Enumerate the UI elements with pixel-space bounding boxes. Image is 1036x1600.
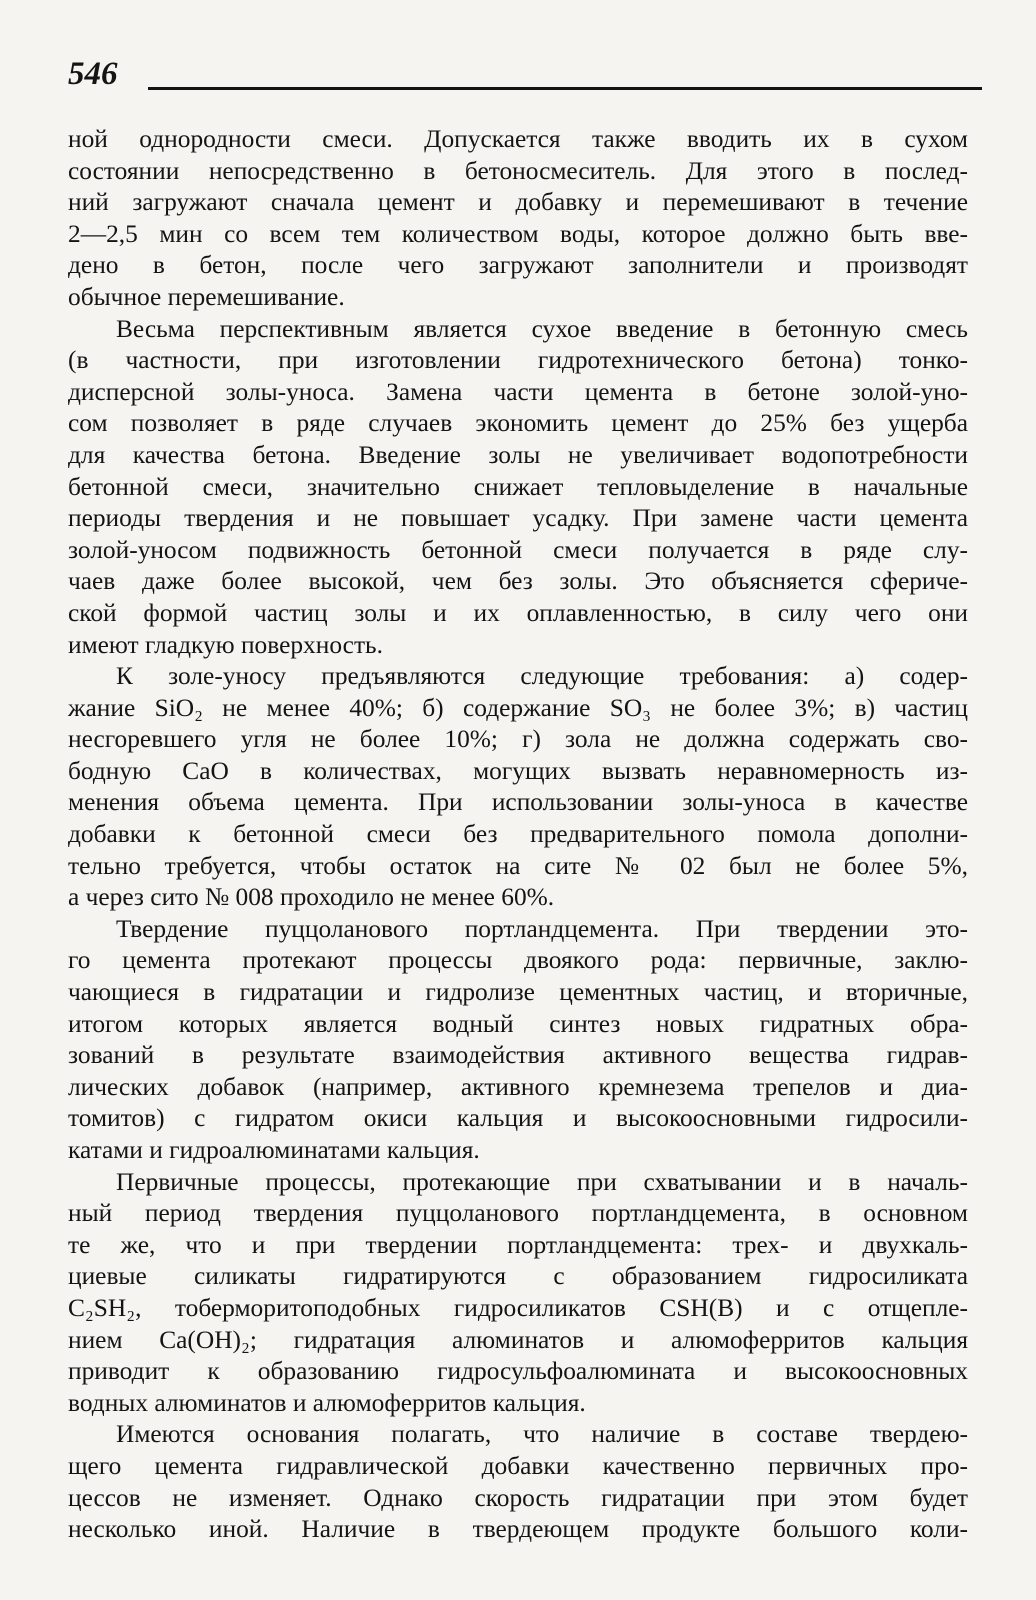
text-line: состоянии непосредственно в бетоносмеситель. Для этого в послед- [68, 156, 968, 185]
text-line: нием Ca(OH)₂; гидратация алюминатов и алюмоферритов кальция [68, 1325, 968, 1354]
text-line: дено в бетон, после чего загружают заполнители и производят [68, 251, 968, 280]
text-line: сом позволяет в ряде случаев экономить цемент до 25% без ущерба [68, 409, 968, 438]
paragraph-1 [68, 124, 968, 314]
text-line: 2—2,5 мин со всем тем количеством воды, которое должно быть вве- [68, 219, 968, 248]
paragraph-3 [68, 661, 968, 914]
text-line: томитов) с гидратом окиси кальция и высокоосновными гидросили- [68, 1104, 968, 1133]
text-line: щего цемента гидравлической добавки качественно первичных про- [68, 1451, 968, 1480]
text-line: ний загружают сначала цемент и добавку и перемешивают в течение [68, 188, 968, 217]
text-line: имеют гладкую поверхность. [68, 630, 383, 659]
text-line: циевые силикаты гидратируются с образованием гидросиликата [68, 1262, 968, 1291]
text-line: C₂SH₂, тоберморитоподобных гидросиликатов CSH(B) и с отщепле- [68, 1293, 968, 1322]
text-line: ный период твердения пуццоланового портландцемента, в основном [68, 1199, 968, 1228]
text-line: Первичные процессы, протекающие при схватывании и в началь- [116, 1167, 968, 1196]
text-line: для качества бетона. Введение золы не увеличивает водопотребности [68, 440, 968, 469]
text-line: бетонной смеси, значительно снижает тепловыделение в начальные [68, 472, 968, 501]
text-line: несколько иной. Наличие в твердеющем продукте большого коли- [68, 1515, 968, 1544]
paragraph-4 [68, 914, 968, 1167]
text-line: периоды твердения и не повышает усадку. При замене части цемента [68, 504, 968, 533]
page-header [68, 56, 982, 96]
text-line: (в частности, при изготовлении гидротехнического бетона) тонко- [68, 346, 968, 375]
paragraph-2 [68, 314, 968, 662]
text-line: те же, что и при твердении портландцемента: трех- и двухкаль- [68, 1230, 968, 1259]
text-line: катами и гидроалюминатами кальция. [68, 1136, 480, 1164]
text-line: менения объема цемента. При использовании золы-уноса в качестве [68, 788, 968, 817]
page-number: 546 [68, 56, 118, 92]
paragraph-5 [68, 1167, 968, 1420]
text-line: чаев даже более высокой, чем без золы. Это объясняется сфериче- [68, 567, 968, 596]
text-line: итогом которых является водный синтез новых гидратных обра- [68, 1009, 968, 1038]
text-line: водных алюминатов и алюмоферритов кальция. [68, 1388, 586, 1417]
text-line: несгоревшего угля не более 10%; г) зола не должна содержать сво- [68, 725, 968, 754]
header-rule [148, 87, 982, 90]
text-line: К золе-уносу предъявляются следующие требования: а) содер- [116, 662, 968, 691]
text-line: го цемента протекают процессы двоякого рода: первичные, заклю- [68, 946, 968, 975]
text-line: жание SiO₂ не менее 40%; б) содержание SO₃ не более 3%; в) частиц [68, 693, 968, 722]
text-line: приводит к образованию гидросульфоалюмината и высокоосновных [68, 1357, 968, 1386]
text-line: лических добавок (например, активного кремнезема трепелов и диа- [68, 1072, 968, 1101]
text-line: цессов не изменяет. Однако скорость гидратации при этом будет [68, 1483, 968, 1512]
text-line: золой-уносом подвижность бетонной смеси получается в ряде слу- [68, 535, 968, 564]
text-line: дисперсной золы-уноса. Замена части цемента в бетоне золой-уно- [68, 377, 968, 406]
text-line: обычное перемешивание. [68, 282, 345, 311]
text-line: ной однородности смеси. Допускается также вводить их в сухом [68, 125, 968, 153]
text-line: зований в результате взаимодействия активного вещества гидрав- [68, 1041, 968, 1070]
paragraph-6 [68, 1419, 968, 1545]
text-line: чающиеся в гидратации и гидролизе цементных частиц, и вторичные, [68, 978, 968, 1007]
text-line: бодную CaO в количествах, могущих вызвать неравномерность из- [68, 756, 968, 785]
text-line: Твердение пуццоланового портландцемента. При твердении это- [116, 914, 968, 943]
text-line: тельно требуется, чтобы остаток на сите № 02 был не более 5%, [68, 851, 968, 880]
text-line: Имеются основания полагать, что наличие в составе твердею- [116, 1420, 968, 1449]
text-line: добавки к бетонной смеси без предварительного помола дополни- [68, 820, 968, 849]
text-line: а через сито № 008 проходило не менее 60%. [68, 883, 555, 912]
text-line: Весьма перспективным является сухое введение в бетонную смесь [116, 314, 968, 343]
text-line: ской формой частиц золы и их оплавленностью, в силу чего они [68, 598, 968, 627]
text-body [68, 124, 968, 1546]
